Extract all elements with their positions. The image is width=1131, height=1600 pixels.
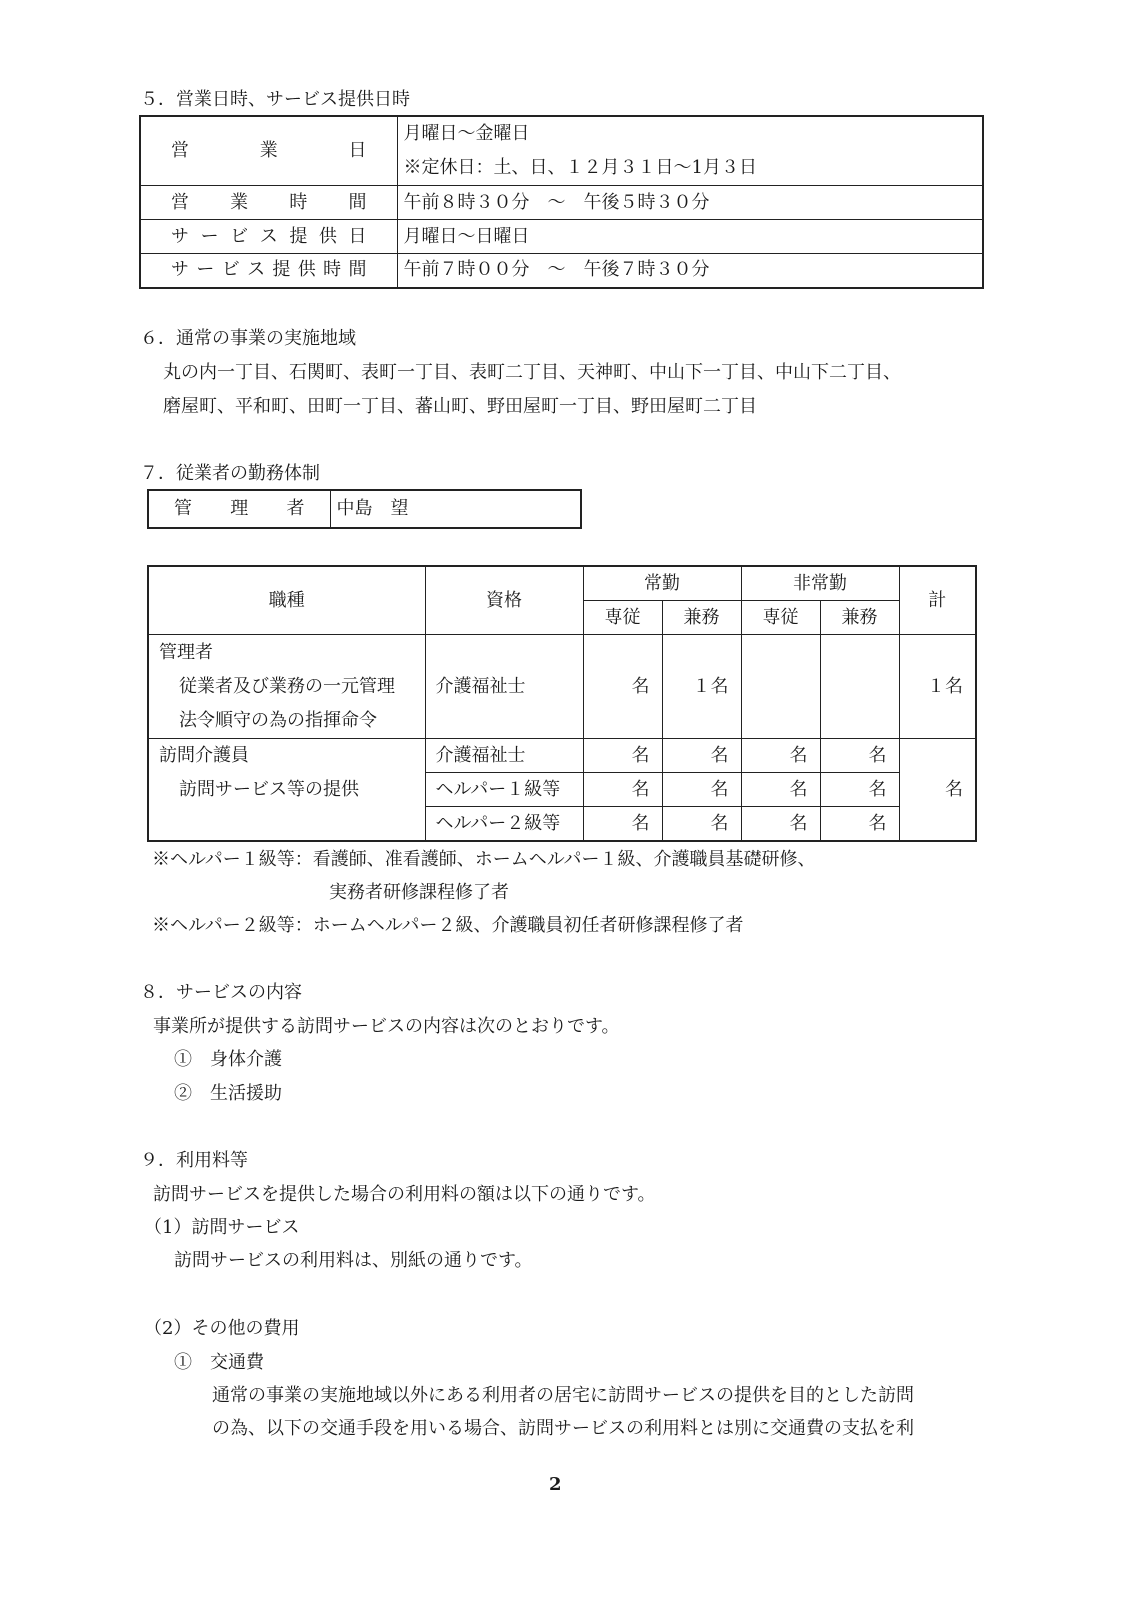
job-title: 管理者: [159, 641, 213, 663]
manager-table: [147, 489, 582, 529]
table-row: [140, 220, 983, 254]
qualification-cell: ヘルパー１級等: [425, 773, 583, 807]
job-title: 訪問介護員: [159, 745, 249, 766]
note-line: ※ヘルパー２級等：ホームヘルパー２級、介護職員初任者研修課程修了者: [152, 915, 744, 936]
note-line: 実務者研修課程修了者: [329, 882, 509, 903]
section-8-intro: 事業所が提供する訪問サービスの内容は次のとおりです。: [153, 1016, 620, 1037]
job-duty: 法令順守の為の指揮命令: [179, 709, 377, 731]
count-cell: 名: [583, 739, 662, 773]
table-row: [140, 116, 983, 186]
table-row: [140, 254, 983, 288]
qualification-cell: 介護福祉士: [425, 739, 583, 773]
count-cell: 名: [741, 807, 820, 842]
section-5-heading: ５．営業日時、サービス提供日時: [140, 89, 410, 110]
count-cell: 名: [662, 773, 741, 807]
header-concurrent: 兼務: [662, 601, 741, 635]
count-cell: 名: [820, 807, 899, 842]
section-8-heading: ８．サービスの内容: [140, 982, 302, 1003]
table-row: [140, 186, 983, 220]
header-exclusive: 専従: [583, 601, 662, 635]
manager-name: 中島 望: [330, 490, 581, 528]
note-line: ※ヘルパー１級等：看護師、准看護師、ホームヘルパー１級、介護職員基礎研修、: [152, 849, 816, 870]
count-cell: 名: [820, 773, 899, 807]
cost-item-text: 通常の事業の実施地域以外にある利用者の居宅に訪問サービスの提供を目的とした訪問: [212, 1385, 914, 1406]
row-value: 午前８時３０分 ～ 午後５時３０分: [397, 186, 983, 220]
cost-item: ① 交通費: [174, 1352, 264, 1373]
header-part-time: 非常勤: [741, 566, 899, 601]
row-label: サービス提供時間: [140, 254, 397, 288]
row-label: 営業日: [140, 116, 397, 186]
business-hours-table: [139, 115, 984, 289]
table-row: [148, 739, 976, 773]
count-cell: １名: [662, 635, 741, 739]
count-cell: 名: [741, 739, 820, 773]
count-cell: 名: [820, 739, 899, 773]
header-exclusive: 専従: [741, 601, 820, 635]
subsection-heading: （2）その他の費用: [144, 1318, 300, 1339]
manager-label: 管理者: [148, 490, 330, 528]
count-cell: [741, 635, 820, 739]
job-cell: [148, 739, 425, 842]
section-9-intro: 訪問サービスを提供した場合の利用料の額は以下の通りです。: [153, 1184, 656, 1205]
header-qualification: 資格: [425, 566, 583, 635]
header-total: 計: [899, 566, 976, 635]
section-7-heading: ７．従業者の勤務体制: [140, 463, 320, 484]
row-value: 月曜日～日曜日: [397, 220, 983, 254]
count-cell: 名: [662, 739, 741, 773]
staff-table: [147, 565, 977, 842]
count-cell: 名: [583, 773, 662, 807]
section-9-heading: ９．利用料等: [140, 1150, 248, 1171]
page-number: 2: [549, 1474, 562, 1495]
row-value: [397, 116, 983, 186]
service-item: ① 身体介護: [174, 1049, 282, 1070]
row-label: 営業時間: [140, 186, 397, 220]
row-value: 午前７時００分 ～ 午後７時３０分: [397, 254, 983, 288]
table-header-row: [148, 566, 976, 601]
total-cell: １名: [899, 635, 976, 739]
subsection-text: 訪問サービスの利用料は、別紙の通りです。: [174, 1250, 533, 1271]
count-cell: 名: [583, 807, 662, 842]
area-line: 磨屋町、平和町、田町一丁目、蕃山町、野田屋町一丁目、野田屋町二丁目: [163, 396, 757, 417]
cost-item-text: の為、以下の交通手段を用いる場合、訪問サービスの利用料とは別に交通費の支払を利: [212, 1418, 914, 1439]
job-duty: 訪問サービス等の提供: [179, 779, 359, 800]
table-row: [148, 635, 976, 739]
area-line: 丸の内一丁目、石関町、表町一丁目、表町二丁目、天神町、中山下一丁目、中山下二丁目、: [163, 362, 901, 383]
job-duty: 従業者及び業務の一元管理: [179, 675, 395, 697]
count-cell: 名: [583, 635, 662, 739]
qualification-cell: ヘルパー２級等: [425, 807, 583, 842]
job-cell: [148, 635, 425, 739]
total-cell: 名: [899, 739, 976, 842]
header-full-time: 常勤: [583, 566, 741, 601]
qualification-cell: 介護福祉士: [425, 635, 583, 739]
value-line: ※定休日：土、日、１２月３１日～1月３日: [403, 157, 757, 178]
subsection-heading: （1）訪問サービス: [144, 1217, 300, 1238]
count-cell: 名: [741, 773, 820, 807]
service-item: ② 生活援助: [174, 1083, 282, 1104]
section-6-heading: ６．通常の事業の実施地域: [140, 328, 356, 349]
header-job: 職種: [148, 566, 425, 635]
row-label: サービス提供日: [140, 220, 397, 254]
value-line: 月曜日～金曜日: [403, 123, 530, 144]
count-cell: [820, 635, 899, 739]
count-cell: 名: [662, 807, 741, 842]
header-concurrent: 兼務: [820, 601, 899, 635]
